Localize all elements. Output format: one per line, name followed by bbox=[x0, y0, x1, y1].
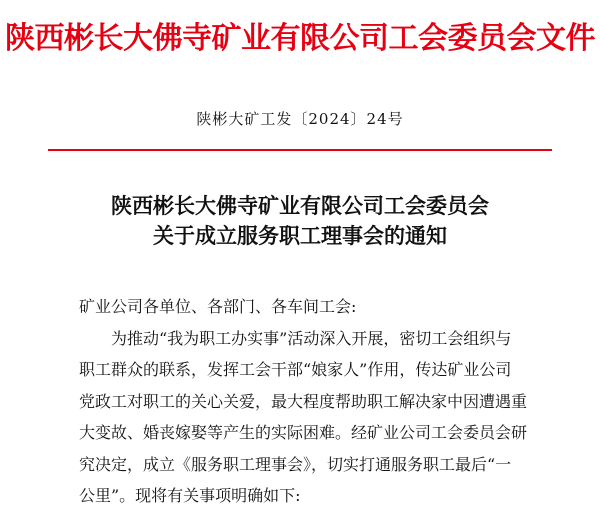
document-number: 陕彬大矿工发〔2024〕24号 bbox=[196, 110, 404, 128]
notice-title-line-2: 关于成立服务职工理事会的通知 bbox=[153, 224, 447, 248]
paragraph-line: 大变故、婚丧嫁娶等产生的实际困难。经矿业公司工会委员会研 bbox=[79, 423, 528, 442]
notice-title bbox=[0, 191, 600, 251]
notice-body bbox=[79, 291, 549, 512]
masthead-title: 陕西彬长大佛寺矿业有限公司工会委员会文件 bbox=[5, 21, 595, 56]
body-paragraph bbox=[79, 323, 549, 512]
notice-title-line-1: 陕西彬长大佛寺矿业有限公司工会委员会 bbox=[111, 194, 489, 218]
red-divider-line bbox=[48, 149, 552, 151]
paragraph-line: 党政工对职工的关心关爱，最大程度帮助职工解决家中因遭遇重 bbox=[79, 391, 528, 411]
paragraph-line: 为推动“我为职工办实事”活动深入开展，密切工会组织与 bbox=[111, 328, 512, 348]
salutation: 矿业公司各单位、各部门、各车间工会: bbox=[79, 297, 357, 316]
paragraph-line: 公里”。现将有关事项明确如下: bbox=[79, 486, 301, 505]
paragraph-line: 究决定，成立《服务职工理事会》，切实打通服务职工最后“一 bbox=[79, 454, 512, 474]
paragraph-line: 职工群众的联系，发挥工会干部“娘家人”作用，传达矿业公司 bbox=[79, 360, 512, 379]
